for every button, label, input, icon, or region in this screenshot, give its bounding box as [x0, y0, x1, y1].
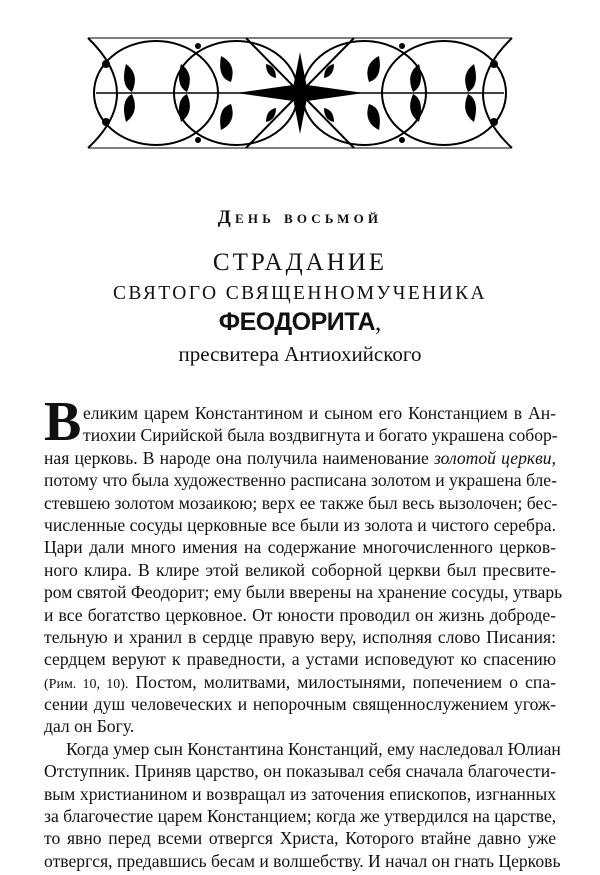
- headpiece-ornament: [86, 34, 514, 152]
- body-text: [44, 391, 563, 872]
- text-line: то явно перед всеми отвергся Христа, Которого втайне давно уже: [44, 828, 556, 849]
- drop-cap: В: [44, 391, 82, 453]
- saint-name-comma: ,: [375, 309, 382, 336]
- text-line: [44, 447, 556, 469]
- text-line: отвергся, предавшись бесам и волшебству. И начал он гнать Церковь: [44, 850, 561, 871]
- text-line: за благочестие царем Констанцием; когда же утвердился на царстве,: [44, 806, 557, 827]
- text-line: тиохии Сирийской была воздвигнута и богато украшена собор-: [83, 425, 558, 446]
- text-line: Цари дали много имения на содержание многочисленного церков-: [44, 537, 556, 558]
- day-heading: День восьмой: [217, 207, 383, 228]
- text-line: стевшею золотом мозаикою; верх ее также был весь вызолочен; бес-: [44, 492, 558, 513]
- ornament-icon: [86, 34, 514, 152]
- text-line: Отступник. Приняв царство, он показывал себя сначала благочести-: [44, 761, 556, 782]
- saint-name-text: ФЕОДОРИТА: [218, 308, 376, 336]
- saint-role: пресвитера Антиохийского: [178, 342, 422, 366]
- text-fragment: ,: [551, 447, 556, 468]
- text-line: тельную и хранил в сердце правую веру, исполняя слово Писания:: [44, 626, 556, 647]
- text-line: вым христианином и возвращал из заточения епископов, изгнанных: [44, 783, 556, 804]
- text-line: Когда умер сын Константина Констанций, ему наследовал Юлиан: [66, 738, 561, 759]
- italic-phrase: золотой церкви: [433, 447, 552, 468]
- text-line: дал он Богу.: [44, 716, 135, 737]
- text-line: потому что была художественно расписана золотом и украшена бле-: [44, 470, 557, 491]
- saint-name: [0, 308, 600, 337]
- text-fragment: ная церковь. В народе она получила наименование: [44, 447, 434, 468]
- text-line: [44, 671, 556, 693]
- text-line: и все богатство церковное. От юности проводил он жизнь доброде-: [44, 604, 556, 625]
- text-line: сердцем веруют к праведности, а устами исповедуют ко спасению: [44, 649, 556, 670]
- chapter-subtitle: СВЯТОГО СВЯЩЕННОМУЧЕНИКА: [113, 283, 487, 304]
- text-line: ного клира. В клире этой великой соборной церкви был пресвите-: [44, 559, 556, 580]
- chapter-title: СТРАДАНИЕ: [212, 249, 388, 276]
- text-line: ром святой Феодорит; ему были вверены на хранение сосуды, утварь: [44, 582, 563, 603]
- scripture-reference: (Рим. 10, 10).: [44, 676, 129, 692]
- text-line: сении душ человеческих и непорочным священнослужением угож-: [44, 694, 556, 715]
- text-line: еликим царем Константином и сыном его Констанцием в Ан-: [83, 403, 556, 423]
- text-fragment: Постом, молитвами, милостынями, попечением о спа-: [128, 671, 556, 692]
- text-line: численные сосуды церковные все были из золота и чистого серебра.: [44, 514, 556, 535]
